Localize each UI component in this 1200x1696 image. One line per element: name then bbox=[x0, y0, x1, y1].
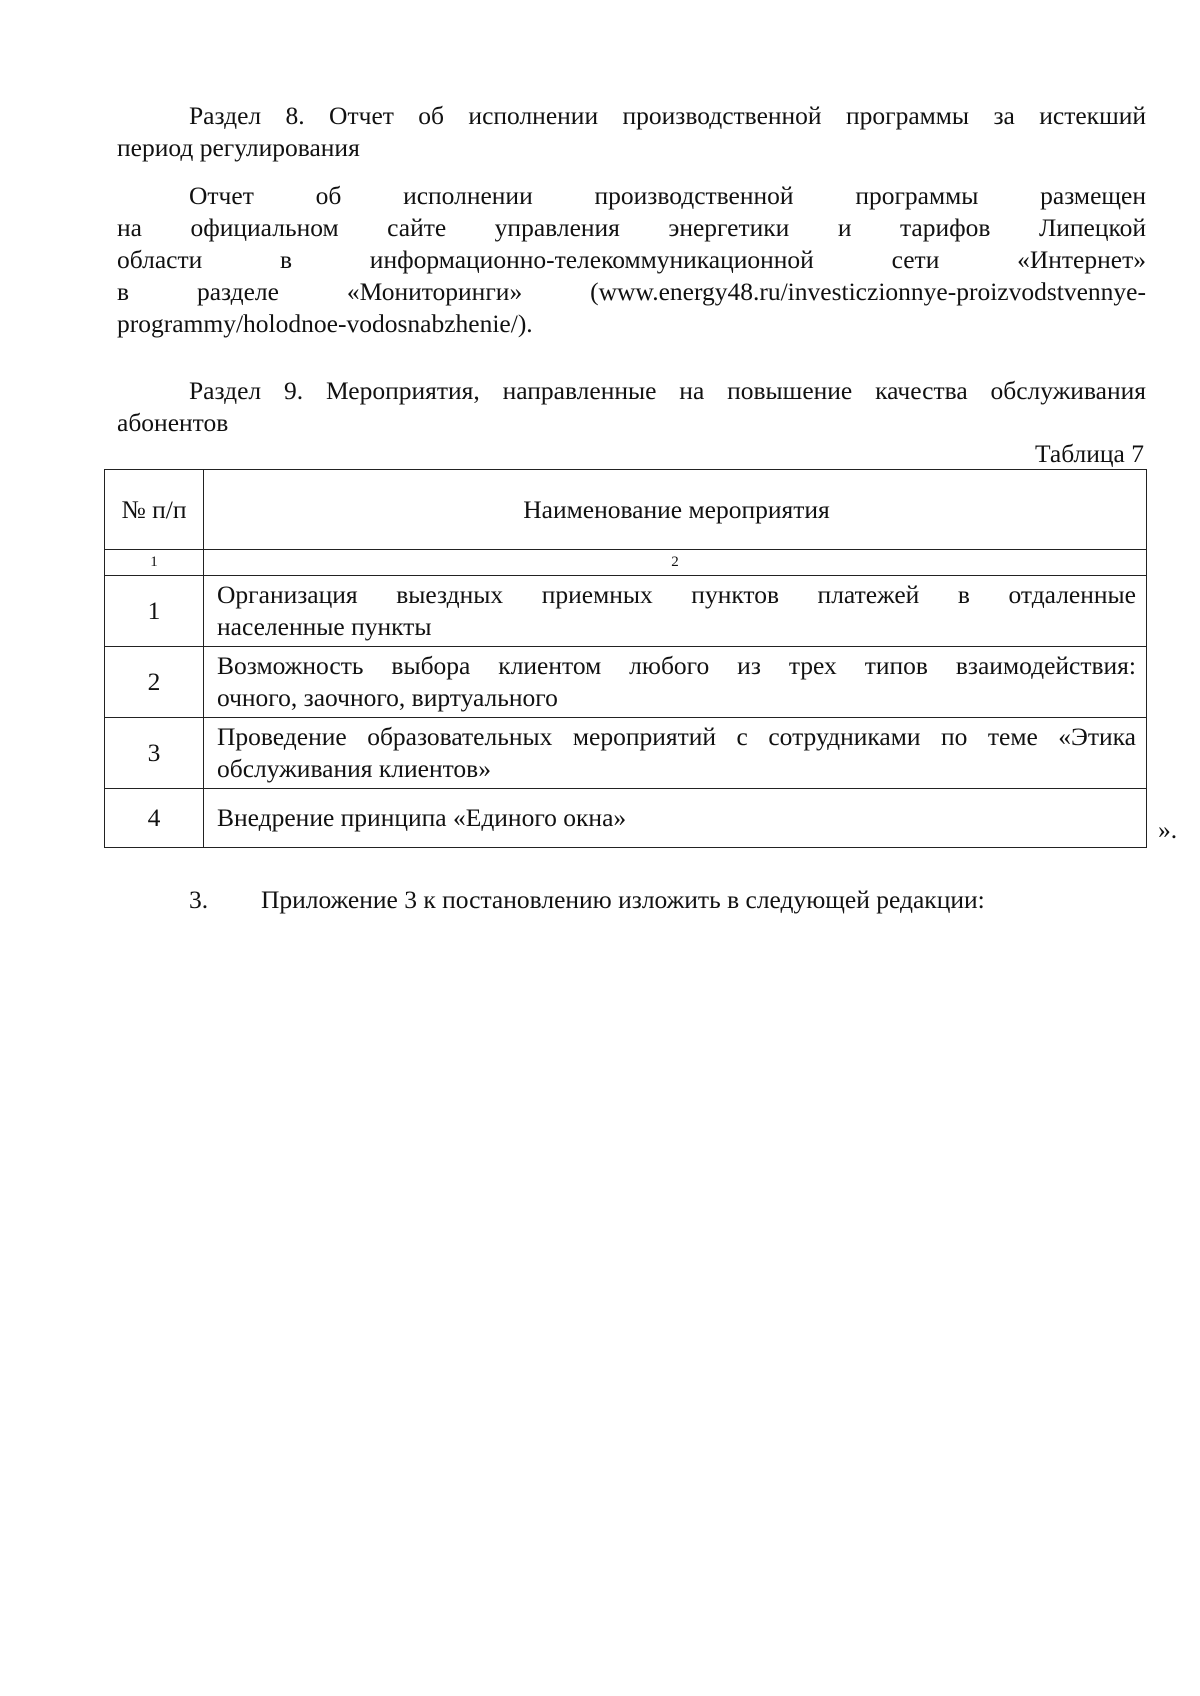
row-number: 1 bbox=[105, 576, 204, 647]
row-number: 2 bbox=[105, 647, 204, 718]
row-event-name bbox=[204, 718, 1147, 789]
row-event-line: населенные пункты bbox=[217, 612, 432, 641]
row-event-line: Проведение образовательных мероприятий с сотрудниками по теме «Этика bbox=[217, 722, 1136, 751]
section-8-body-line-5: programmy/holodnoe-vodosnabzhenie/). bbox=[117, 309, 533, 338]
table-header-row bbox=[105, 470, 1147, 550]
events-table bbox=[104, 469, 1147, 848]
closing-quote: ». bbox=[1158, 815, 1178, 844]
table-row bbox=[105, 789, 1147, 848]
section-9-title bbox=[117, 375, 1146, 439]
item-3-text: Приложение 3 к постановлению изложить в следующей редакции: bbox=[261, 885, 985, 914]
index-cell-1: 1 bbox=[105, 550, 204, 576]
header-number: № п/п bbox=[105, 470, 204, 550]
table-row bbox=[105, 647, 1147, 718]
row-event-name bbox=[204, 576, 1147, 647]
section-8-title-line-1: Раздел 8. Отчет об исполнении производственной программы за истекший bbox=[189, 101, 1146, 130]
row-event-line: Внедрение принципа «Единого окна» bbox=[217, 803, 627, 832]
section-8-title-line-2: период регулирования bbox=[117, 133, 360, 162]
index-cell-2: 2 bbox=[204, 550, 1147, 576]
row-event-line: очного, заочного, виртуального bbox=[217, 683, 558, 712]
table-caption: Таблица 7 bbox=[1034, 439, 1144, 468]
section-9-title-line-1: Раздел 9. Мероприятия, направленные на повышение качества обслуживания bbox=[189, 376, 1146, 405]
row-event-line: Возможность выбора клиентом любого из трех типов взаимодействия: bbox=[217, 651, 1136, 680]
section-8-body-line-2: на официальном сайте управления энергетики и тарифов Липецкой bbox=[117, 213, 1146, 242]
section-8-body bbox=[117, 180, 1146, 340]
item-3-paragraph bbox=[189, 884, 985, 916]
row-number: 4 bbox=[105, 789, 204, 848]
header-event-name: Наименование мероприятия bbox=[204, 470, 1147, 550]
row-number: 3 bbox=[105, 718, 204, 789]
section-9-title-line-2: абонентов bbox=[117, 408, 229, 437]
section-8-body-line-4: в разделе «Мониторинги» (www.energy48.ru/investiczionnye-proizvodstvennye- bbox=[117, 277, 1146, 306]
row-event-name bbox=[204, 789, 1147, 848]
table-row bbox=[105, 718, 1147, 789]
item-3-number: 3. bbox=[189, 885, 209, 914]
table-row bbox=[105, 576, 1147, 647]
row-event-line: Организация выездных приемных пунктов платежей в отдаленные bbox=[217, 580, 1136, 609]
table-index-row bbox=[105, 550, 1147, 576]
section-8-title bbox=[117, 100, 1146, 164]
row-event-line: обслуживания клиентов» bbox=[217, 754, 491, 783]
section-8-body-line-1: Отчет об исполнении производственной программы размещен bbox=[189, 181, 1146, 210]
row-event-name bbox=[204, 647, 1147, 718]
section-8-body-line-3: области в информационно-телекоммуникационной сети «Интернет» bbox=[117, 245, 1146, 274]
